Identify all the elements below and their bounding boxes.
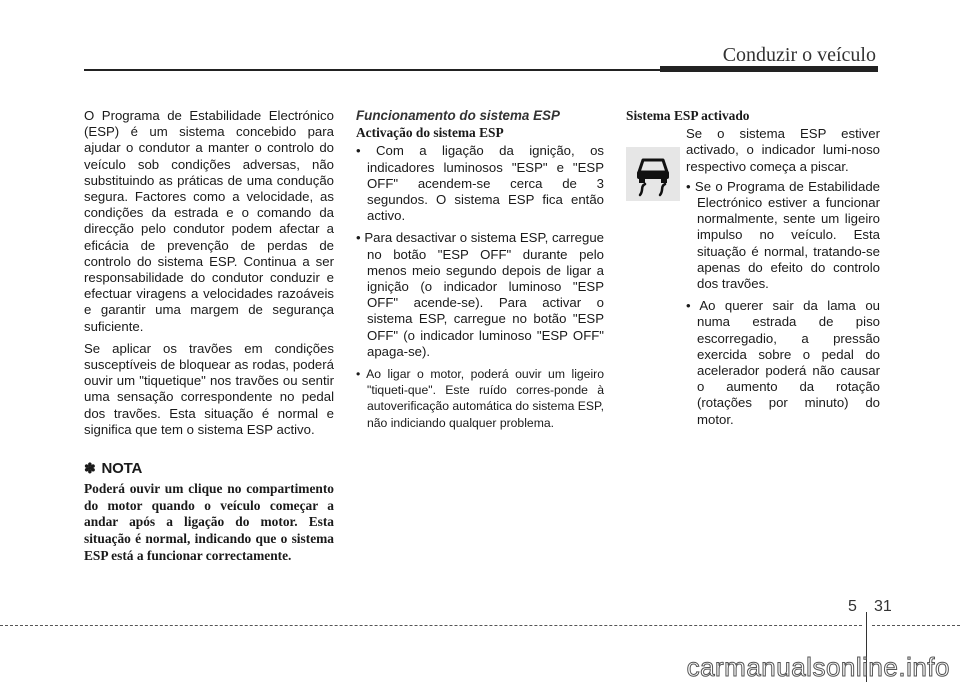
note-label: NOTA <box>101 460 143 478</box>
esp-active-block <box>626 126 880 428</box>
esp-active-heading: Sistema ESP activado <box>626 108 750 123</box>
esp-skid-car-icon <box>626 147 680 201</box>
page-number: 31 <box>874 598 892 615</box>
list-item: • Para desactivar o sistema ESP, carregue no botão "ESP OFF" durante pelo menos meio segundo depois de ligar a ignição (o indicador luminoso "ESP OFF" acende-se). Para activar o sistema ESP, carregue no botão "ESP OFF" (o indicador luminoso "ESP OFF" apaga-se). <box>356 230 604 359</box>
header-rule-accent <box>660 66 878 72</box>
intro-paragraph: O Programa de Estabilidade Electrónico (ESP) é um sistema concebido para ajudar o condutor a manter o controlo do veículo sob condições adversas, não substituindo as práticas de uma condução segura. Factores como a velocidade, as condições da estrada e o comando da direcção pelo condutor podem afectar a eficácia de prevenção de perdas de controlo do sistema ESP. Continua a ser responsabilidade do condutor conduzir e efectuar viragens a velocidades razoáveis e garantir uma margem de segurança suficiente. <box>84 108 334 334</box>
esp-activation-subheading: Activação do sistema ESP <box>356 125 504 141</box>
note-text: Poderá ouvir um clique no compartimento do motor quando o veículo começar a andar após a ligação do motor. Esta situação é normal, indicando que o sistema ESP está a funcionar correctamente. <box>84 481 334 563</box>
note-heading <box>84 460 334 477</box>
brakes-paragraph: Se aplicar os travões em condições susceptíveis de bloquear as rodas, poderá ouvir um "tiquetique" nos travões ou sentir uma sensação correspondente no pedal dos travões. Esta situação é normal e significa que tem o sistema ESP activo. <box>84 340 334 437</box>
section-title: Conduzir o veículo <box>722 44 876 66</box>
chapter-number: 5 <box>848 598 857 615</box>
column-esp-operation <box>356 108 604 437</box>
list-item: • Ao ligar o motor, poderá ouvir um ligeiro "tiqueti-que". Este ruído corres-ponde à autoverificação automática do sistema ESP, não indiciando qualquer problema. <box>356 367 604 430</box>
note-star-icon: ✽ <box>84 460 96 477</box>
list-item: • Com a ligação da ignição, os indicadores luminosos "ESP" e "ESP OFF" acendem-se cerca de 3 segundos. O sistema ESP fica então activo. <box>356 143 604 224</box>
list-item: • Se o Programa de Estabilidade Electrónico estiver a funcionar normalmente, sente um ligeiro impulso no veículo. Esta situação é normal, tratando-se apenas do efeito do controlo dos travões. <box>686 178 880 292</box>
esp-operation-heading: Funcionamento do sistema ESP <box>356 108 560 123</box>
column-esp-active <box>626 108 880 434</box>
watermark: carmanualsonline.info <box>686 652 950 682</box>
esp-active-intro: Se o sistema ESP estiver activado, o indicador lumi-noso respectivo começa a piscar. <box>686 126 880 174</box>
footer-rule-right <box>872 625 960 626</box>
footer-rule <box>0 625 862 626</box>
list-item: • Ao querer sair da lama ou numa estrada de piso escorregadio, a pressão exercida sobre o pedal do acelerador poderá não causar o aumento da rotação (rotações por minuto) do motor. <box>686 298 880 427</box>
header-rule <box>84 69 664 71</box>
column-intro <box>84 108 334 564</box>
